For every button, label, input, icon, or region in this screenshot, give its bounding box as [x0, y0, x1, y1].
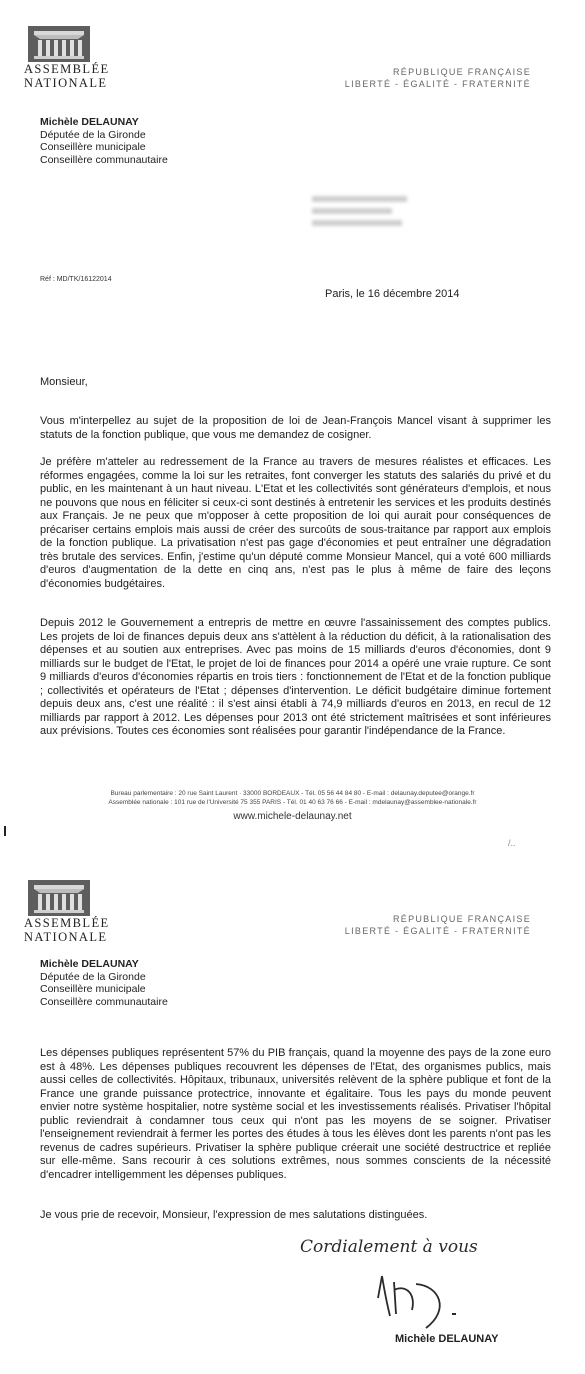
- letter-reference: Réf : MD/TK/16122014: [40, 276, 112, 283]
- republic-line1-page2: RÉPUBLIQUE FRANÇAISE: [392, 914, 531, 924]
- sender-title-2: Conseillère municipale: [40, 141, 146, 154]
- logo-line1-page2: ASSEMBLÉE: [24, 916, 110, 930]
- sender-block-page2: [40, 958, 168, 1008]
- republic-motto-page2: LIBERTÉ - ÉGALITÉ - FRATERNITÉ: [344, 926, 531, 936]
- sender-title-1-page2: Députée de la Gironde: [40, 970, 146, 983]
- sender-block: [40, 116, 168, 166]
- sender-name-page2: Michèle DELAUNAY: [40, 958, 139, 970]
- footer-line-paris: Assemblée nationale : 101 rue de l'Université 75 355 PARIS - Tél. 01 40 63 76 66 - E-mail : mdelaunay@assemblee-nationale.fr: [108, 799, 477, 806]
- handwritten-note: Cordialement à vous: [300, 1237, 478, 1257]
- footer-line-bordeaux: Bureau parlementaire : 20 rue Saint Laurent · 33000 BORDEAUX - Tél. 05 56 44 84 80 - E-mail : delaunay.deputee@orange.fr: [110, 790, 475, 797]
- footer-addresses: [0, 789, 585, 807]
- republic-motto: LIBERTÉ - ÉGALITÉ - FRATERNITÉ: [344, 79, 531, 89]
- sender-title-1: Députée de la Gironde: [40, 128, 146, 141]
- sender-title-3-page2: Conseillère communautaire: [40, 995, 168, 1008]
- republic-header-page2: [345, 913, 531, 937]
- paragraph-2: Je préfère m'atteler au redressement de la France au travers de mesures réalistes et efficaces. Les réformes engagées, comme la loi sur les retraites, font converger les statuts des salariés du privé et du public, en les maintenant à un haut niveau. L'Etat et les collectivités sont générateurs d'emplois, et nous ne pouvons que nous en féliciter si ceux-ci sont destinés à entretenir les services et les produits destinés aux Français. Je ne peux que m'opposer à cette proposition de loi qui aurait pour conséquences de précariser certains emplois mais aussi de créer des surcoûts de sous-traitance par rapport aux emplois de la fonction publique. La privatisation n'est pas gage d'économies et peut entraîner une dégradation très brutale des services. Enfin, j'estime qu'un député comme Monsieur Mancel, qui a voté 600 milliards d'euros d'augmentation de la dette en cinq ans, n'est pas le plus à même de faire des leçons d'économies budgétaires.: [40, 456, 551, 590]
- letter-salutation: Monsieur,: [40, 376, 88, 388]
- sender-title-3: Conseillère communautaire: [40, 153, 168, 166]
- logo-line2-page2: NATIONALE: [24, 930, 108, 944]
- paragraph-3: Depuis 2012 le Gouvernement a entrepris de mettre en œuvre l'assainissement des comptes publics. Les projets de loi de finances depuis deux ans s'attèlent à la réduction du déficit, à la rationalisation des dépenses et au soutien aux entreprises. Avec pas moins de 15 milliards d'euros d'économies, dont 9 milliards sur le budget de l'Etat, le projet de loi de finances pour 2014 a opéré une vraie rupture. Ce sont 9 milliards d'euros d'économies répartis en trois tiers : fonctionnement de l'Etat et de la fonction publique ; collectivités et opérateurs de l'Etat ; dépenses d'intervention. Le déficit budgétaire diminue fortement depuis deux ans, c'est une réalité : il s'est ainsi établi à 74,9 milliards d'euros en 2013, en recul de 12 milliards par rapport à 2012. Les dépenses pour 2013 ont été strictement maîtrisées et sont inférieures aux prévisions. Toutes ces économies sont réalisées pour garantir l'indépendance de la France.: [40, 617, 551, 737]
- sender-title-2-page2: Conseillère municipale: [40, 983, 146, 996]
- hemicycle-logo-icon: [28, 880, 90, 916]
- redacted-recipient-address: [312, 196, 422, 232]
- signer-name: Michèle DELAUNAY: [395, 1333, 499, 1345]
- logo-line2: NATIONALE: [24, 76, 108, 90]
- assemblee-logo: [24, 26, 110, 90]
- footer-website: www.michele-delaunay.net: [233, 811, 352, 822]
- paragraph-4: Les dépenses publiques représentent 57% du PIB français, quand la moyenne des pays de la zone euro est à 48%. Les dépenses publiques recouvrent les dépenses de l'Etat, des organismes publics, mais aussi celles de collectivités. Hôpitaux, tribunaux, universités relèvent de la sphère publique et font de la France une grande puissance protectrice, innovante et égalitaire. Tous les pays du monde peuvent envier notre système hospitalier, notre système social et les investissements réalisés. Privatiser l'hôpital public reviendrait à condamner tous ceux qui n'ont pas les moyens de se soigner. Privatiser l'enseignement reviendrait à fermer les portes des études à tous les élèves dont les parents n'ont pas les revenus de cadres supérieurs. Privatiser la sphère publique créerait une société destructrice et repliée sur elle-même. Sans recourir à ces solutions extrêmes, nous sommes conscients de la nécessité d'encadrer intelligemment les dépenses publiques.: [40, 1047, 551, 1181]
- logo-line1: ASSEMBLÉE: [24, 62, 110, 76]
- assemblee-logo-page2: [24, 880, 110, 944]
- sender-name: Michèle DELAUNAY: [40, 116, 139, 128]
- letter-closing: Je vous prie de recevoir, Monsieur, l'expression de mes salutations distinguées.: [40, 1209, 428, 1221]
- stray-mark: /..: [508, 838, 516, 848]
- page-edge-mark: [4, 826, 6, 836]
- republic-line1: RÉPUBLIQUE FRANÇAISE: [392, 67, 531, 77]
- paragraph-1: Vous m'interpellez au sujet de la proposition de loi de Jean-François Mancel visant à supprimer les statuts de la fonction publique, que vous me demandez de cosigner.: [40, 415, 551, 441]
- republic-header: [345, 66, 531, 90]
- letter-date: Paris, le 16 décembre 2014: [325, 288, 460, 300]
- handwritten-signature: [290, 1228, 530, 1338]
- hemicycle-logo-icon: [28, 26, 90, 62]
